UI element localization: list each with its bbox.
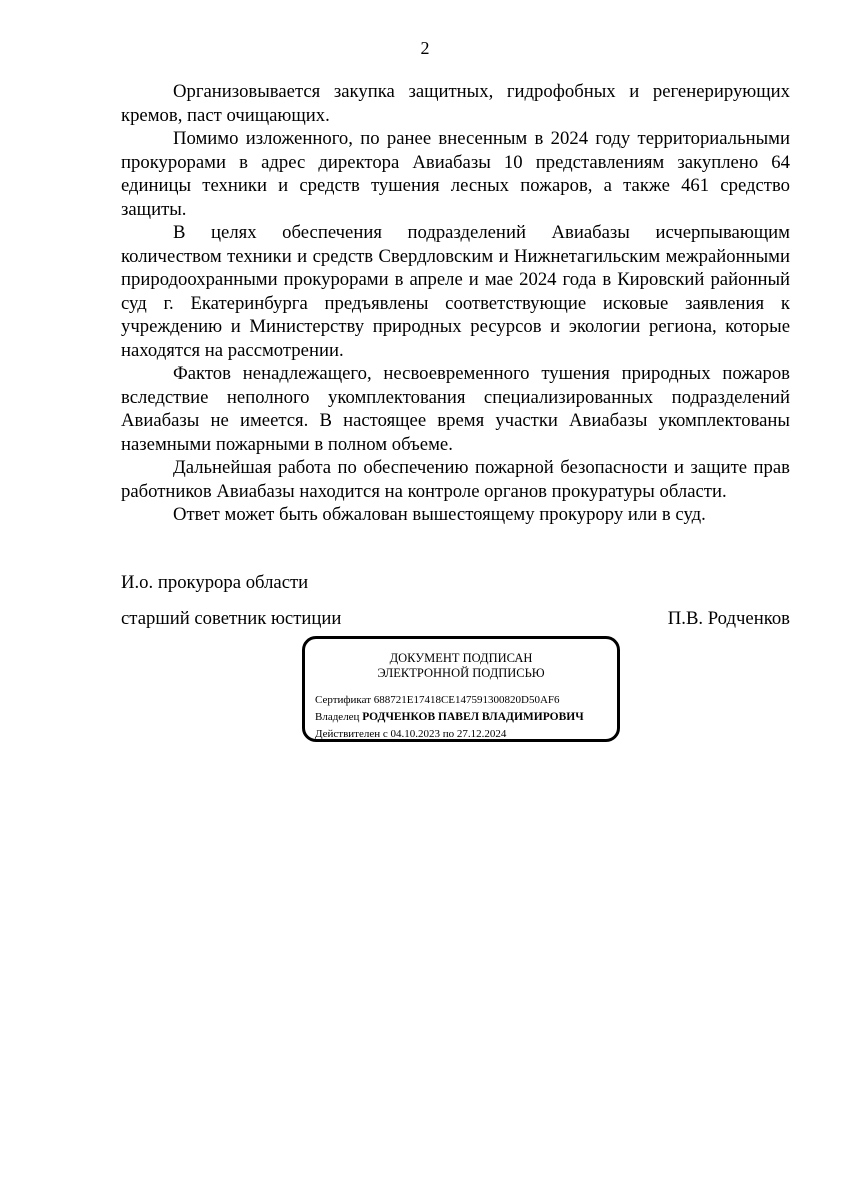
stamp-certificate (315, 694, 560, 706)
page-number: 2 (420, 38, 430, 58)
electronic-signature-stamp (302, 636, 620, 742)
paragraph-protective-creams: Организовывается закупка защитных, гидрофобных и регенерирующих кремов, паст очищающих. (121, 81, 790, 126)
valid-to-label: по (442, 728, 455, 740)
stamp-heading-line2: ЭЛЕКТРОННОЙ ПОДПИСЬЮ (377, 666, 545, 680)
signatory-position: И.о. прокурора области (121, 572, 309, 593)
paragraph-equipment-purchase: Помимо изложенного, по ранее внесенным в 2024 году территориальными прокурорами в адрес директора Авиабазы 10 представлениям закуплено 64 единицы техники и средств тушения лесных пожаров, а также 461 средство защиты. (121, 128, 790, 220)
valid-from-date: 04.10.2023 (390, 728, 441, 740)
stamp-validity (315, 728, 506, 740)
paragraph-appeal-notice: Ответ может быть обжалован вышестоящему прокурору или в суд. (173, 504, 706, 525)
paragraph-further-work: Дальнейшая работа по обеспечению пожарной безопасности и защите прав работников Авиабазы находится на контроле органов прокуратуры области. (121, 457, 790, 502)
owner-value: РОДЧЕНКОВ ПАВЕЛ ВЛАДИМИРОВИЧ (362, 711, 584, 723)
valid-label: Действителен (315, 728, 381, 740)
owner-label: Владелец (315, 711, 360, 723)
certificate-label: Сертификат (315, 694, 371, 706)
valid-to-date: 27.12.2024 (456, 728, 507, 740)
stamp-heading-line1: ДОКУМЕНТ ПОДПИСАН (389, 651, 533, 665)
valid-from-label: с (382, 728, 388, 740)
stamp-owner (315, 711, 584, 723)
certificate-value: 688721E17418CE147591300820D50AF6 (373, 694, 560, 706)
stamp-heading (305, 651, 617, 681)
signatory-name: П.В. Родченков (667, 608, 790, 629)
paragraph-court-claims: В целях обеспечения подразделений Авиабазы исчерпывающим количеством техники и средств Свердловским и Нижнетагильским межрайонными природоохранными прокурорами в апреле и мае 2024 года в Кировский районный суд г. Екатеринбурга предъявлены соответствующие исковые заявления к учреждению и Министерству природных ресурсов и экологии региона, которые находятся на рассмотрении. (121, 222, 790, 361)
paragraph-staffing: Фактов ненадлежащего, несвоевременного тушения природных пожаров вследствие неполного укомплектования специализированных подразделений Авиабазы не имеется. В настоящее время участки Авиабазы укомплектованы наземными пожарными в полном объеме. (121, 363, 790, 455)
letter-body (121, 80, 790, 527)
signatory-rank: старший советник юстиции (121, 608, 342, 629)
